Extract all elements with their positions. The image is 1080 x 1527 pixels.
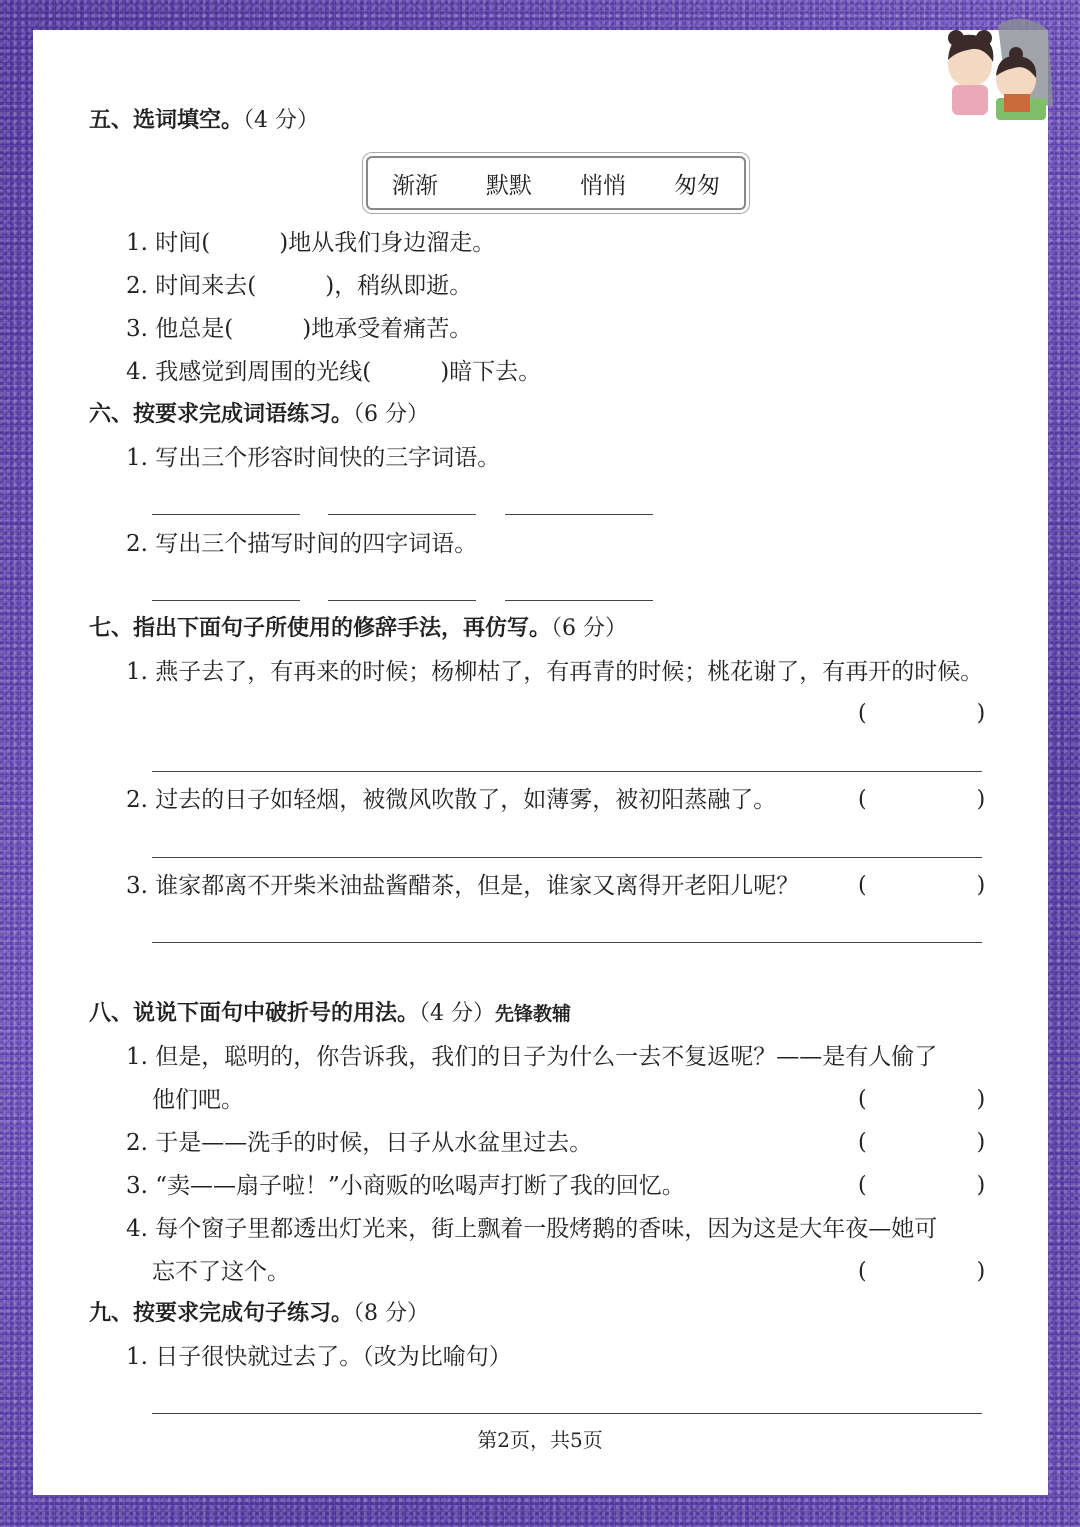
s8-question-2: 2. 于是——洗手的时候，日子从水盆里过去。 [126,1130,593,1156]
s8-question-1-cont: 他们吧。 [152,1087,244,1113]
section6-title: 六、按要求完成词语练习。（6 分） [89,402,430,427]
s5-item-4[interactable]: 4. 我感觉到周围的光线( )暗下去。 [126,359,542,385]
answer-parenthesis[interactable]: ( ) [858,787,986,812]
word-option: 默默 [486,172,532,199]
section5-title: 五、选词填空。（4 分） [89,108,320,133]
s9-question-1: 1. 日子很快就过去了。（改为比喻句） [126,1344,512,1370]
s5-item-1[interactable]: 1. 时间( )地从我们身边溜走。 [126,230,496,256]
s7-question-1: 1. 燕子去了，有再来的时候；杨柳枯了，有再青的时候；桃花谢了，有再开的时候。 [126,659,984,685]
answer-line[interactable] [152,857,982,858]
answer-line[interactable] [152,514,300,515]
answer-line[interactable] [505,600,653,601]
section9-title: 九、按要求完成句子练习。（8 分） [89,1301,430,1326]
word-option: 匆匆 [674,172,720,199]
answer-line[interactable] [152,942,982,943]
answer-parenthesis[interactable]: ( ) [858,1259,986,1284]
s6-question-2: 2. 写出三个描写时间的四字词语。 [126,531,478,557]
s8-question-4-cont: 忘不了这个。 [152,1259,290,1285]
publisher-note: 先锋教辅 [495,1003,572,1025]
answer-line[interactable] [328,600,476,601]
word-choice-box [366,156,746,210]
word-option: 渐渐 [392,172,438,199]
s5-item-3[interactable]: 3. 他总是( )地承受着痛苦。 [126,316,473,342]
s5-item-2[interactable]: 2. 时间来去( )，稍纵即逝。 [126,273,473,299]
section8-title: 八、说说下面句中破折号的用法。（4 分）先锋教辅 [89,1001,572,1026]
word-option: 悄悄 [580,172,626,199]
children-reading-illustration [938,10,1058,125]
answer-parenthesis[interactable]: ( ) [858,1130,986,1155]
section7-title: 七、指出下面句子所使用的修辞手法，再仿写。（6 分） [89,616,628,641]
answer-parenthesis[interactable]: ( ) [858,873,986,898]
answer-line[interactable] [152,600,300,601]
s7-question-3: 3. 谁家都离不开柴米油盐酱醋茶，但是，谁家又离得开老阳儿呢？ [126,873,800,899]
answer-line[interactable] [152,1413,982,1414]
answer-parenthesis[interactable]: ( ) [858,1173,986,1198]
s8-question-4: 4. 每个窗子里都透出灯光来，街上飘着一股烤鹅的香味，因为这是大年夜—她可 [126,1216,938,1242]
answer-parenthesis[interactable]: ( ) [858,701,986,726]
answer-parenthesis[interactable]: ( ) [858,1087,986,1112]
s7-question-2: 2. 过去的日子如轻烟，被微风吹散了，如薄雾，被初阳蒸融了。 [126,787,777,813]
s6-question-1: 1. 写出三个形容时间快的三字词语。 [126,445,501,471]
s8-question-1: 1. 但是，聪明的，你告诉我，我们的日子为什么一去不复返呢？——是有人偷了 [126,1044,938,1070]
answer-line[interactable] [328,514,476,515]
s8-question-3: 3. “卖——扇子啦！”小商贩的吆喝声打断了我的回忆。 [126,1173,685,1199]
answer-line[interactable] [505,514,653,515]
page-number: 第2页，共5页 [477,1428,603,1452]
answer-line[interactable] [152,771,982,772]
